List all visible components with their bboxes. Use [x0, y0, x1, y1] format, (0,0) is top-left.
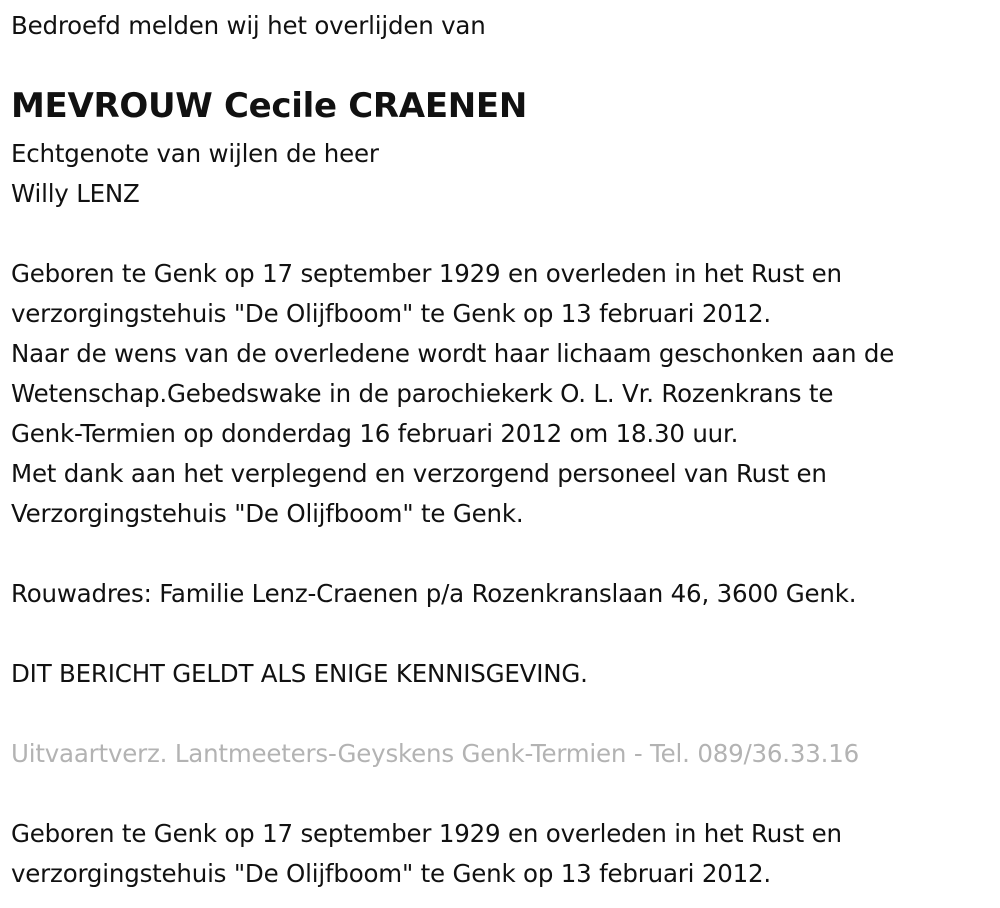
spouse-line: Echtgenote van wijlen de heer [11, 139, 379, 168]
undertaker-info [11, 734, 859, 774]
repeat-line: verzorgingstehuis "De Olijfboom" te Genk op 13 februari 2012. [11, 859, 772, 888]
official-notice-line: DIT BERICHT GELDT ALS ENIGE KENNISGEVING. [11, 659, 588, 688]
body-line: verzorgingstehuis "De Olijfboom" te Genk op 13 februari 2012. [11, 299, 772, 328]
body-line: Wetenschap.Gebedswake in de parochiekerk O. L. Vr. Rozenkrans te [11, 379, 834, 408]
body-line: Verzorgingstehuis "De Olijfboom" te Genk. [11, 499, 524, 528]
repeated-paragraph [11, 814, 842, 894]
body-line: Genk-Termien op donderdag 16 februari 2012 om 18.30 uur. [11, 419, 739, 448]
repeat-line: Geboren te Genk op 17 september 1929 en overleden in het Rust en [11, 819, 842, 848]
official-notice [11, 654, 588, 694]
mourning-address [11, 574, 856, 614]
body-line: Met dank aan het verplegend en verzorgend personeel van Rust en [11, 459, 827, 488]
address-line: Rouwadres: Familie Lenz-Craenen p/a Rozenkranslaan 46, 3600 Genk. [11, 579, 857, 608]
body-paragraph [11, 254, 894, 534]
undertaker-line: Uitvaartverz. Lantmeeters-Geyskens Genk-Termien - Tel. 089/36.33.16 [11, 739, 860, 768]
intro-text: Bedroefd melden wij het overlijden van [11, 11, 486, 40]
body-line: Naar de wens van de overledene wordt haar lichaam geschonken aan de [11, 339, 895, 368]
deceased-name: MEVROUW Cecile CRAENEN [11, 86, 527, 126]
body-line: Geboren te Genk op 17 september 1929 en overleden in het Rust en [11, 259, 842, 288]
spouse-block [11, 134, 379, 214]
spouse-name: Willy LENZ [11, 179, 140, 208]
